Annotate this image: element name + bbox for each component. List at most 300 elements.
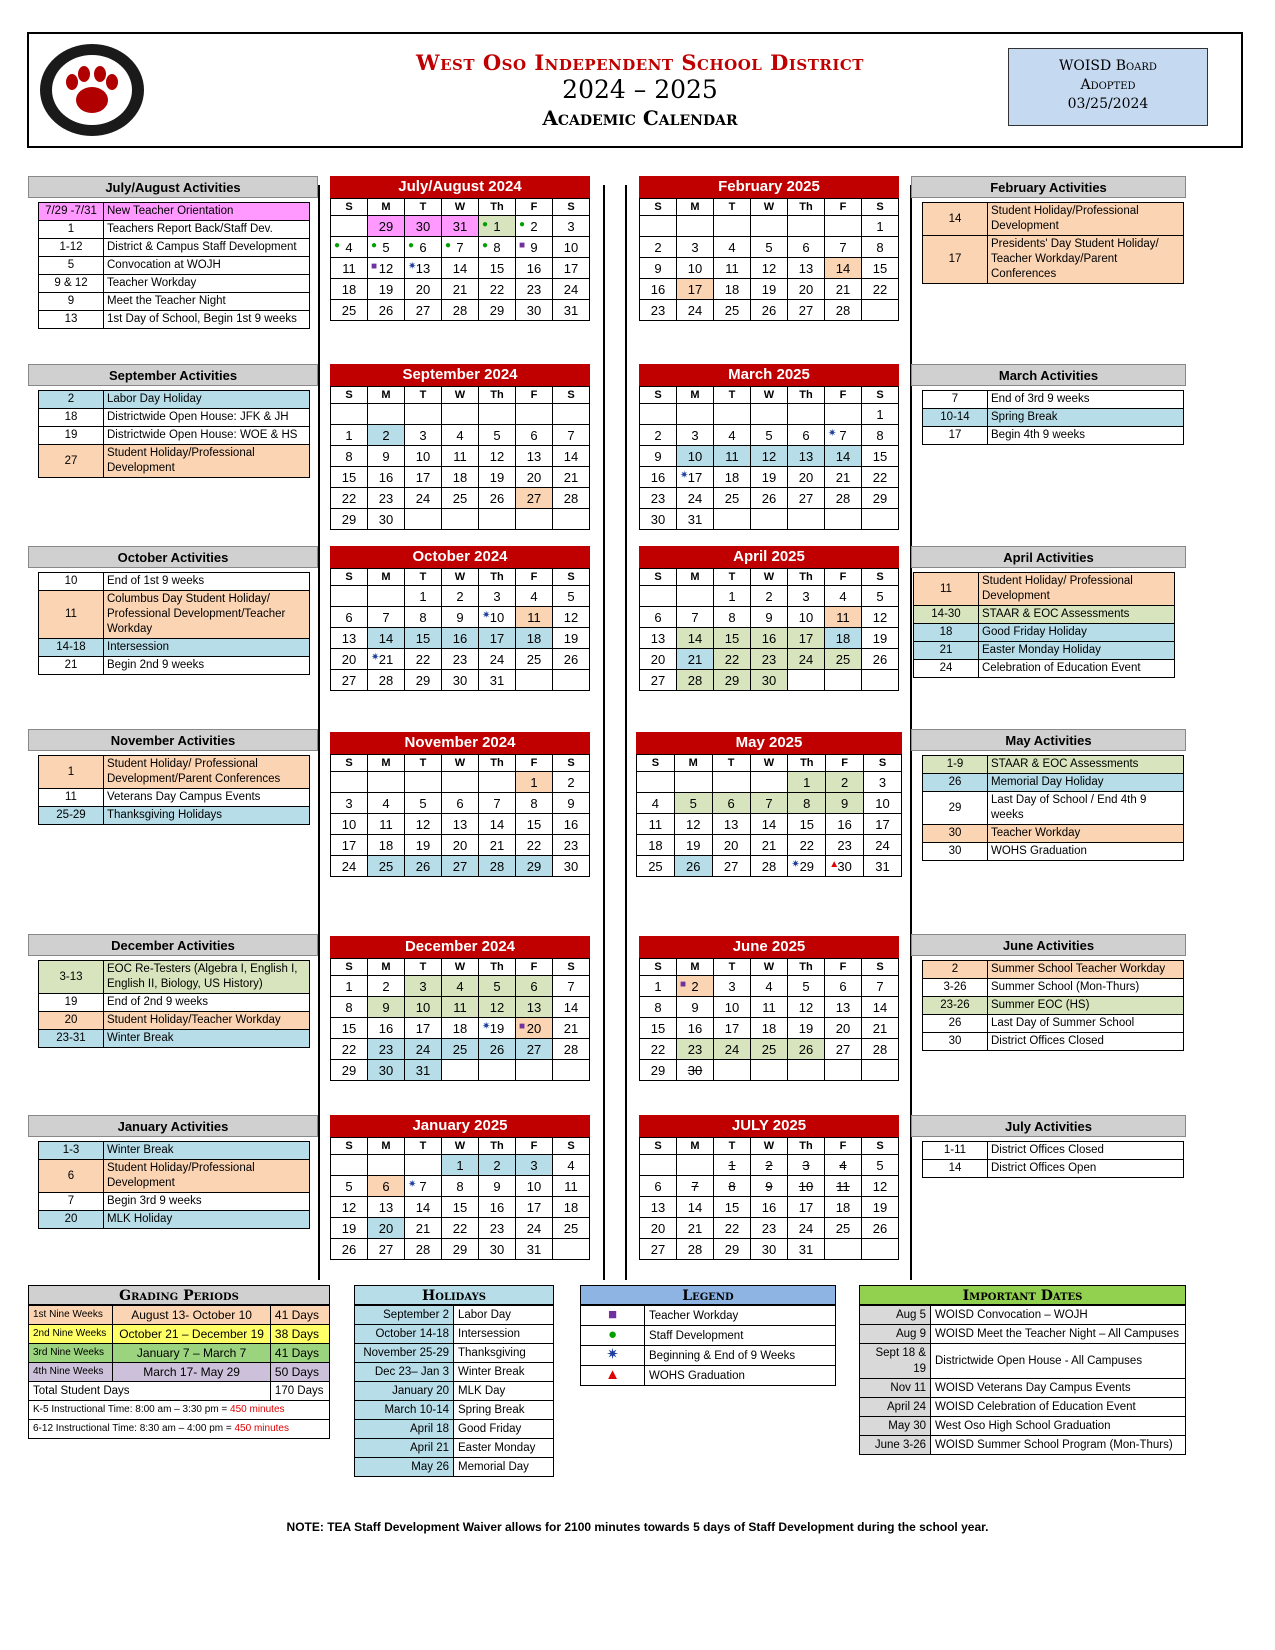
calendar-day: ✷ 13 xyxy=(405,258,442,279)
calendar-day: 9 xyxy=(640,446,677,467)
weekday-header: S xyxy=(637,755,675,772)
title-block xyxy=(300,50,980,132)
calendar-day: 1 xyxy=(331,425,368,446)
calendar-day: 24 xyxy=(479,649,516,670)
weekday-header: S xyxy=(553,569,590,586)
weekday-header: M xyxy=(677,1138,714,1155)
calendar-day xyxy=(516,670,553,691)
calendar-day: 6 xyxy=(442,793,479,814)
calendar-day xyxy=(788,670,825,691)
calendar-day: 26 xyxy=(479,488,516,509)
holiday-row xyxy=(355,1325,554,1344)
calendar-day: 7 xyxy=(677,607,714,628)
calendar-week xyxy=(331,649,590,670)
activities-list xyxy=(38,755,310,825)
calendar-day: 17 xyxy=(553,258,590,279)
calendar-day: 17 xyxy=(788,1197,825,1218)
activity-row xyxy=(923,979,1184,997)
weekday-header: T xyxy=(712,755,750,772)
calendar-day: 10 xyxy=(714,997,751,1018)
calendar-day: 19 xyxy=(368,279,405,300)
activity-row xyxy=(39,1142,310,1160)
calendar-week xyxy=(331,258,590,279)
calendar-day: 28 xyxy=(825,488,862,509)
calendar-day: 16 xyxy=(479,1197,516,1218)
activity-date: 1-3 xyxy=(39,1142,104,1160)
calendar-day: 12 xyxy=(862,607,899,628)
calendar-day: 17 xyxy=(516,1197,553,1218)
calendar-day: 20 xyxy=(640,1218,677,1239)
activity-date: 9 xyxy=(39,293,104,311)
calendar-day: 23 xyxy=(826,835,864,856)
calendar-day: 3 xyxy=(405,976,442,997)
calendar-day: 18 xyxy=(637,835,675,856)
calendar-day: 31 xyxy=(677,509,714,530)
activity-row xyxy=(923,825,1184,843)
calendar-day: 2 xyxy=(751,1155,788,1176)
calendar-day: 29 xyxy=(331,509,368,530)
calendar-day xyxy=(405,1155,442,1176)
calendar-day: 30 xyxy=(677,1060,714,1081)
calendar-day: 27 xyxy=(331,670,368,691)
holidays-table xyxy=(354,1285,554,1477)
calendar-week xyxy=(640,1155,899,1176)
activity-row xyxy=(923,756,1184,774)
calendar-week xyxy=(640,279,899,300)
calendar-day: 15 xyxy=(788,814,826,835)
important-date-row xyxy=(860,1325,1186,1344)
calendar-day: 10 xyxy=(405,446,442,467)
important-date: Sept 18 & 19 xyxy=(860,1344,931,1379)
calendar-day: 5 xyxy=(751,425,788,446)
activity-description: Student Holiday/ Professional Development/Parent Conferences xyxy=(104,756,310,789)
green-circle-icon: ● xyxy=(607,1326,618,1343)
period-name: 1st Nine Weeks xyxy=(29,1306,113,1325)
calendar-day: 22 xyxy=(788,835,826,856)
divider xyxy=(318,185,320,1280)
calendar-day xyxy=(479,509,516,530)
important-date: June 3-26 xyxy=(860,1436,931,1455)
calendar-day: 31 xyxy=(442,216,479,237)
calendar-day xyxy=(677,216,714,237)
month-title: June 2025 xyxy=(639,936,899,958)
calendar-day: 2 xyxy=(751,586,788,607)
holiday-date: September 2 xyxy=(355,1306,454,1325)
calendar-day: 27 xyxy=(516,1039,553,1060)
activity-row xyxy=(39,275,310,293)
calendar-day: 20 xyxy=(712,835,750,856)
green-circle-icon: ● xyxy=(334,240,341,251)
important-date-row xyxy=(860,1379,1186,1398)
calendar-day: 7 xyxy=(553,425,590,446)
activity-date: 7 xyxy=(923,391,988,409)
calendar-day: ■ 2 xyxy=(677,976,714,997)
month-calendar xyxy=(639,364,899,530)
calendar-day: 11 xyxy=(714,446,751,467)
calendar-week xyxy=(331,279,590,300)
activity-date: 7 xyxy=(39,1193,104,1211)
legend-row xyxy=(581,1346,836,1366)
calendar-week xyxy=(331,814,590,835)
calendar-day: 16 xyxy=(751,1197,788,1218)
calendar-day: 20 xyxy=(516,467,553,488)
period-days: 38 Days xyxy=(270,1325,329,1344)
activities-list xyxy=(38,960,310,1048)
calendar-day: 7 xyxy=(368,607,405,628)
calendar-day: 12 xyxy=(751,446,788,467)
weekday-header: F xyxy=(825,1138,862,1155)
period-range: August 13- October 10 xyxy=(113,1306,271,1325)
calendar-week xyxy=(331,607,590,628)
weekday-header: S xyxy=(640,569,677,586)
calendar-day: 18 xyxy=(331,279,368,300)
calendar-day: 8 xyxy=(862,237,899,258)
calendar-day: 12 xyxy=(553,607,590,628)
activity-description: Student Holiday/Professional Development xyxy=(104,445,310,478)
calendar-day xyxy=(677,1155,714,1176)
calendar-day: 31 xyxy=(479,670,516,691)
activity-row xyxy=(914,642,1175,660)
weekday-header: S xyxy=(553,1138,590,1155)
important-event: WOISD Celebration of Education Event xyxy=(931,1398,1186,1417)
important-date: May 30 xyxy=(860,1417,931,1436)
calendar-day: 7 xyxy=(825,237,862,258)
calendar-day: 15 xyxy=(862,446,899,467)
activities-title: June Activities xyxy=(911,934,1186,956)
calendar-day: 11 xyxy=(751,997,788,1018)
weekday-header: Th xyxy=(788,199,825,216)
calendar-week xyxy=(331,425,590,446)
activity-description: Celebration of Education Event xyxy=(979,660,1175,678)
calendar-day: 23 xyxy=(516,279,553,300)
calendar-day: 22 xyxy=(640,1039,677,1060)
calendar-day: 22 xyxy=(516,835,553,856)
activity-date: 11 xyxy=(39,591,104,639)
weekday-header: S xyxy=(640,959,677,976)
calendar-day xyxy=(862,670,899,691)
calendar-day: 22 xyxy=(862,279,899,300)
calendar-day: 3 xyxy=(677,425,714,446)
weekday-header: Th xyxy=(788,1138,825,1155)
legend-row xyxy=(581,1306,836,1326)
calendar-day: 4 xyxy=(825,1155,862,1176)
calendar-day: 16 xyxy=(751,628,788,649)
weekday-header: W xyxy=(751,1138,788,1155)
calendar-day: 19 xyxy=(862,628,899,649)
activity-date: 30 xyxy=(923,843,988,861)
grading-period-row xyxy=(29,1306,330,1325)
calendar-day xyxy=(442,404,479,425)
month-title: March 2025 xyxy=(639,364,899,386)
calendar-day: 8 xyxy=(862,425,899,446)
calendar-day xyxy=(553,509,590,530)
calendar-day: 7 xyxy=(479,793,516,814)
calendar-day: 25 xyxy=(751,1039,788,1060)
calendar-day: 13 xyxy=(368,1197,405,1218)
activity-description: End of 1st 9 weeks xyxy=(104,573,310,591)
calendar-day: 9 xyxy=(368,446,405,467)
calendar-day: 29 xyxy=(640,1060,677,1081)
weekday-header: F xyxy=(516,1138,553,1155)
activity-description: Teacher Workday xyxy=(988,825,1184,843)
calendar-day: 28 xyxy=(750,856,788,877)
activity-date: 14 xyxy=(923,203,988,236)
calendar-week xyxy=(331,586,590,607)
holiday-name: MLK Day xyxy=(454,1382,554,1401)
calendar-day: 2 xyxy=(826,772,864,793)
weekday-header: S xyxy=(331,387,368,404)
weekday-header: Th xyxy=(479,199,516,216)
calendar-day: ✷ 17 xyxy=(677,467,714,488)
holiday-date: April 18 xyxy=(355,1420,454,1439)
calendar-week xyxy=(331,670,590,691)
activity-row xyxy=(923,997,1184,1015)
activity-row xyxy=(39,657,310,675)
activity-row xyxy=(39,311,310,329)
divider xyxy=(625,185,627,1280)
calendar-day: 5 xyxy=(553,586,590,607)
calendar-day: 24 xyxy=(864,835,902,856)
activity-description: WOHS Graduation xyxy=(988,843,1184,861)
calendar-day: 18 xyxy=(714,279,751,300)
calendar-day: 9 xyxy=(751,607,788,628)
calendar-day: 6 xyxy=(368,1176,405,1197)
calendar-day: 29 xyxy=(442,1239,479,1260)
activity-date: 26 xyxy=(923,774,988,792)
activity-row xyxy=(39,445,310,478)
activity-description: Labor Day Holiday xyxy=(104,391,310,409)
holiday-date: April 21 xyxy=(355,1439,454,1458)
activity-description: Student Holiday/ Professional Development xyxy=(979,573,1175,606)
calendar-day: 19 xyxy=(788,1018,825,1039)
calendar-week xyxy=(331,976,590,997)
calendar-day xyxy=(637,772,675,793)
calendar-day: ● 1 xyxy=(479,216,516,237)
calendar-day xyxy=(640,216,677,237)
activities-list xyxy=(38,1141,310,1229)
calendar-day xyxy=(405,509,442,530)
calendar-day xyxy=(479,404,516,425)
important-event: WOISD Summer School Program (Mon-Thurs) xyxy=(931,1436,1186,1455)
calendar-week xyxy=(637,793,902,814)
calendar-week xyxy=(331,1197,590,1218)
calendar-day: 10 xyxy=(788,1176,825,1197)
month-title: November 2024 xyxy=(330,732,590,754)
calendar-day: 28 xyxy=(553,1039,590,1060)
calendar-day xyxy=(677,586,714,607)
activity-description: End of 2nd 9 weeks xyxy=(104,994,310,1012)
calendar-day: 26 xyxy=(751,300,788,321)
activity-description: New Teacher Orientation xyxy=(104,203,310,221)
calendar-day: 9 xyxy=(368,997,405,1018)
calendar-day: ✷ 7 xyxy=(825,425,862,446)
grading-period-row xyxy=(29,1344,330,1363)
calendar-day xyxy=(405,404,442,425)
activity-description: Memorial Day Holiday xyxy=(988,774,1184,792)
activity-row xyxy=(39,639,310,657)
calendar-day: 8 xyxy=(788,793,826,814)
calendar-day: 18 xyxy=(825,628,862,649)
activity-row xyxy=(923,792,1184,825)
calendar-day: 15 xyxy=(862,258,899,279)
calendar-week xyxy=(640,1060,899,1081)
red-triangle-icon: ▲ xyxy=(829,859,840,870)
calendar-day: 1 xyxy=(714,1155,751,1176)
calendar-day: 14 xyxy=(442,258,479,279)
period-days: 41 Days xyxy=(270,1344,329,1363)
legend-title: Legend xyxy=(580,1285,836,1305)
calendar-day: 9 xyxy=(442,607,479,628)
weekday-header: W xyxy=(751,569,788,586)
calendar-day: 9 xyxy=(479,1176,516,1197)
period-name: 4th Nine Weeks xyxy=(29,1363,113,1382)
weekday-header: T xyxy=(405,1138,442,1155)
month-calendar xyxy=(639,1115,899,1260)
calendar-day: 12 xyxy=(479,997,516,1018)
calendar-day: 5 xyxy=(479,976,516,997)
activity-row xyxy=(39,994,310,1012)
calendar-day: 27 xyxy=(825,1039,862,1060)
weekday-header: W xyxy=(442,1138,479,1155)
green-circle-icon: ● xyxy=(408,240,415,251)
calendar-week xyxy=(331,1239,590,1260)
calendar-day: 21 xyxy=(553,1018,590,1039)
calendar-day: 2 xyxy=(479,1155,516,1176)
calendar-day: 29 xyxy=(331,1060,368,1081)
blue-sun-icon: ✷ xyxy=(606,1346,619,1363)
month-title: December 2024 xyxy=(330,936,590,958)
calendar-week xyxy=(640,404,899,425)
calendar-day: 29 xyxy=(714,1239,751,1260)
calendar-day: 22 xyxy=(862,467,899,488)
weekday-header: T xyxy=(405,387,442,404)
calendar-week xyxy=(640,425,899,446)
calendar-day: 19 xyxy=(862,1197,899,1218)
calendar-day: 6 xyxy=(640,607,677,628)
weekday-header: F xyxy=(825,199,862,216)
weekday-header: W xyxy=(442,755,479,772)
calendar-day: ✷ 19 xyxy=(479,1018,516,1039)
month-title: April 2025 xyxy=(639,546,899,568)
calendar-day xyxy=(825,670,862,691)
weekday-header: W xyxy=(751,959,788,976)
calendar-day: 14 xyxy=(677,1197,714,1218)
calendar-day xyxy=(862,509,899,530)
activity-row xyxy=(39,1012,310,1030)
activity-row xyxy=(923,1033,1184,1051)
calendar-day xyxy=(516,509,553,530)
important-date: Nov 11 xyxy=(860,1379,931,1398)
holiday-row xyxy=(355,1458,554,1477)
calendar-day: 25 xyxy=(331,300,368,321)
calendar-day: 13 xyxy=(640,1197,677,1218)
calendar-day xyxy=(862,1060,899,1081)
weekday-header: S xyxy=(553,199,590,216)
calendar-day: 11 xyxy=(637,814,675,835)
activity-date: 18 xyxy=(39,409,104,427)
blue-sun-icon: ✷ xyxy=(791,859,800,870)
activity-description: Student Holiday/Professional Development xyxy=(104,1160,310,1193)
calendar-day: 31 xyxy=(788,1239,825,1260)
calendar-day: ● 7 xyxy=(442,237,479,258)
calendar-day xyxy=(368,404,405,425)
activity-description: Presidents' Day Student Holiday/ Teacher Workday/Parent Conferences xyxy=(988,236,1184,284)
activity-row xyxy=(39,221,310,239)
calendar-day: 28 xyxy=(677,670,714,691)
calendar-day: 15 xyxy=(714,1197,751,1218)
calendar-day: 26 xyxy=(553,649,590,670)
calendar-week xyxy=(331,467,590,488)
month-title: October 2024 xyxy=(330,546,590,568)
calendar-week xyxy=(331,1176,590,1197)
calendar-day: 10 xyxy=(516,1176,553,1197)
calendar-day: 15 xyxy=(714,628,751,649)
activities-title: November Activities xyxy=(28,729,318,751)
activities-list xyxy=(922,1141,1184,1178)
calendar-day: 3 xyxy=(479,586,516,607)
calendar-day: 8 xyxy=(442,1176,479,1197)
calendar-day xyxy=(714,404,751,425)
weekday-header: M xyxy=(677,569,714,586)
month-title: February 2025 xyxy=(639,176,899,198)
calendar-day: 24 xyxy=(405,488,442,509)
calendar-day: ● 6 xyxy=(405,237,442,258)
calendar-day xyxy=(368,772,405,793)
blue-sun-icon: ✷ xyxy=(371,652,380,663)
holiday-date: May 26 xyxy=(355,1458,454,1477)
period-days: 50 Days xyxy=(270,1363,329,1382)
activity-date: 3-26 xyxy=(923,979,988,997)
month-calendar xyxy=(330,1115,590,1260)
calendar-week xyxy=(331,1155,590,1176)
calendar-day: 5 xyxy=(788,976,825,997)
activity-date: 13 xyxy=(39,311,104,329)
weekday-header: S xyxy=(864,755,902,772)
weekday-header: T xyxy=(714,199,751,216)
activity-date: 19 xyxy=(39,427,104,445)
calendar-day: 2 xyxy=(640,237,677,258)
calendar-day: 7 xyxy=(862,976,899,997)
calendar-day: 8 xyxy=(714,607,751,628)
weekday-header: S xyxy=(331,199,368,216)
calendar-day: 29 xyxy=(516,856,553,877)
purple-square-icon: ■ xyxy=(371,261,378,272)
calendar-day xyxy=(553,1060,590,1081)
blue-sun-icon: ✷ xyxy=(680,470,689,481)
calendar-day: ■ 12 xyxy=(368,258,405,279)
calendar-day xyxy=(825,509,862,530)
calendar-week xyxy=(640,216,899,237)
calendar-week xyxy=(331,446,590,467)
activity-row xyxy=(39,239,310,257)
period-range: March 17- May 29 xyxy=(113,1363,271,1382)
activity-description: Student Holiday/Teacher Workday xyxy=(104,1012,310,1030)
weekday-header: M xyxy=(368,199,405,216)
activities-title: October Activities xyxy=(28,546,318,568)
holiday-name: Intersession xyxy=(454,1325,554,1344)
green-circle-icon: ● xyxy=(482,240,489,251)
calendar-week xyxy=(331,488,590,509)
calendar-day: 22 xyxy=(714,649,751,670)
calendar-day: 27 xyxy=(368,1239,405,1260)
calendar-day: 9 xyxy=(751,1176,788,1197)
calendar-day: 7 xyxy=(677,1176,714,1197)
weekday-header: M xyxy=(368,387,405,404)
month-calendar xyxy=(639,546,899,691)
green-circle-icon: ● xyxy=(445,240,452,251)
activity-date: 7/29 -7/31 xyxy=(39,203,104,221)
weekday-header: F xyxy=(825,959,862,976)
